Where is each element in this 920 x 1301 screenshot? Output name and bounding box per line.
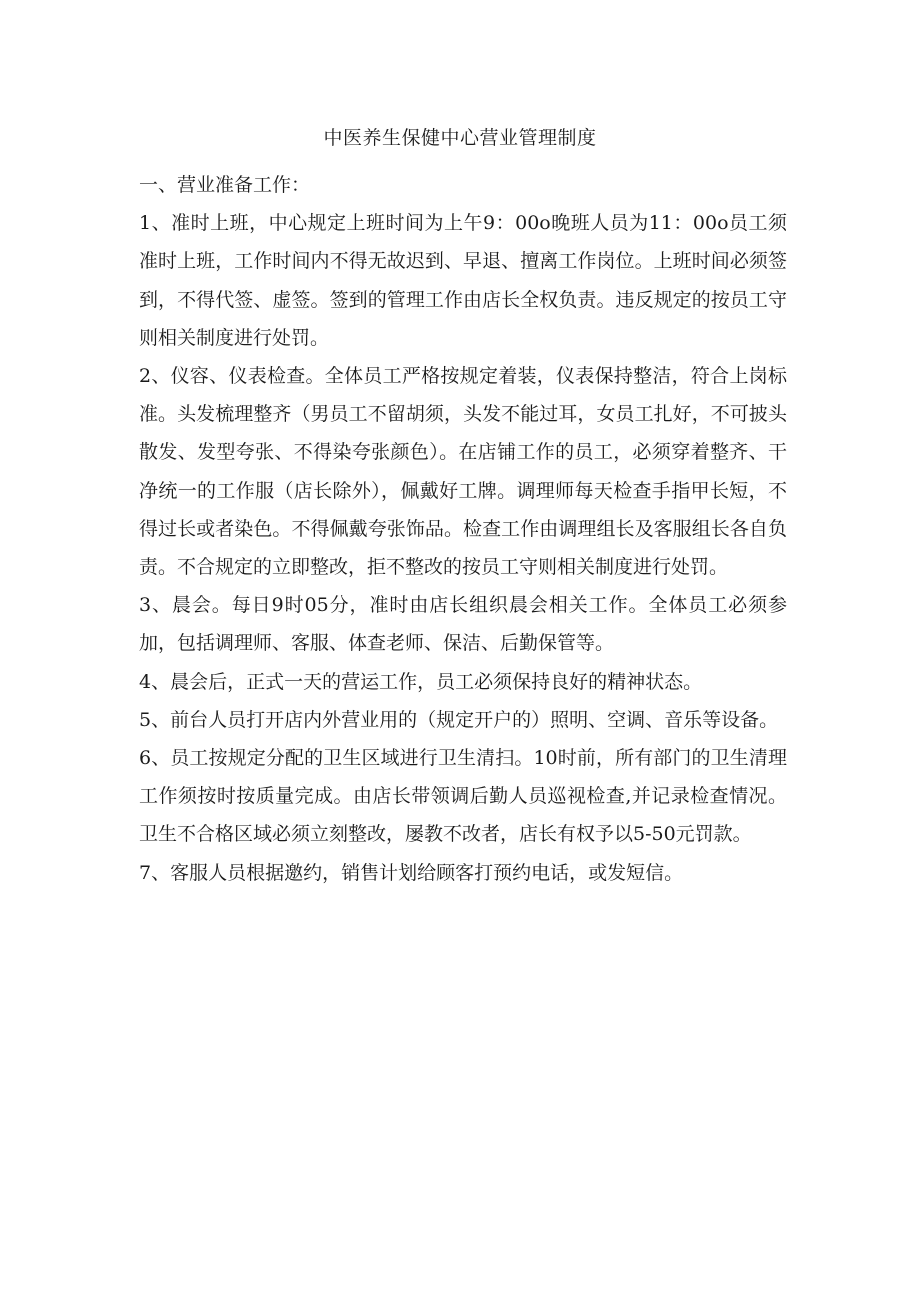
- paragraph-item-5: 5、前台人员打开店内外营业用的（规定开户的）照明、空调、音乐等设备。: [139, 708, 779, 731]
- paragraph-item-7: 7、客服人员根据邀约，销售计划给顾客打预约电话，或发短信。: [139, 861, 684, 884]
- document-title: 中医养生保健中心营业管理制度: [323, 127, 597, 149]
- paragraph-item-2: 2、仪容、仪表检查。全体员工严格按规定着装，仪表保持整洁，符合上岗标准。头发梳理整齐（男员工不留胡须，头发不能过耳，女员工扎好，不可披头散发、发型夸张、不得染夸张颜色）。在店铺工作的员工，必须穿着整齐、干净统一的工作服（店长除外），佩戴好工牌。调理师每天检查手指甲长短，不得过长或者染色。不得佩戴夸张饰品。检查工作由调理组长及客服组长各自负责。不合规定的立即整改，拒不整改的按员工守则相关制度进行处罚。: [139, 365, 787, 579]
- paragraph-item-1: 1、准时上班，中心规定上班时间为上午9：00o晚班人员为11：00o员工须准时上班，工作时间内不得无故迟到、早退、擅离工作岗位。上班时间必须签到，不得代签、虚签。签到的管理工作由店长全权负责。违反规定的按员工守则相关制度进行处罚。: [139, 212, 787, 349]
- paragraph-item-3: 3、晨会。每日9时05分，准时由店长组织晨会相关工作。全体员工必须参加，包括调理师、客服、体查老师、保洁、后勤保管等。: [139, 594, 787, 655]
- document-body: [139, 166, 787, 892]
- paragraph-item-4: 4、晨会后，正式一天的营运工作，员工必须保持良好的精神状态。: [139, 670, 703, 693]
- section-heading: 一、营业准备工作：: [139, 174, 311, 196]
- paragraph-item-6: 6、员工按规定分配的卫生区域进行卫生清扫。10时前，所有部门的卫生清理工作须按时按质量完成。由店长带领调后勤人员巡视检查,并记录检查情况。卫生不合格区域必须立刻整改，屡教不改者，店长有权予以5-50元罚款。: [139, 747, 787, 846]
